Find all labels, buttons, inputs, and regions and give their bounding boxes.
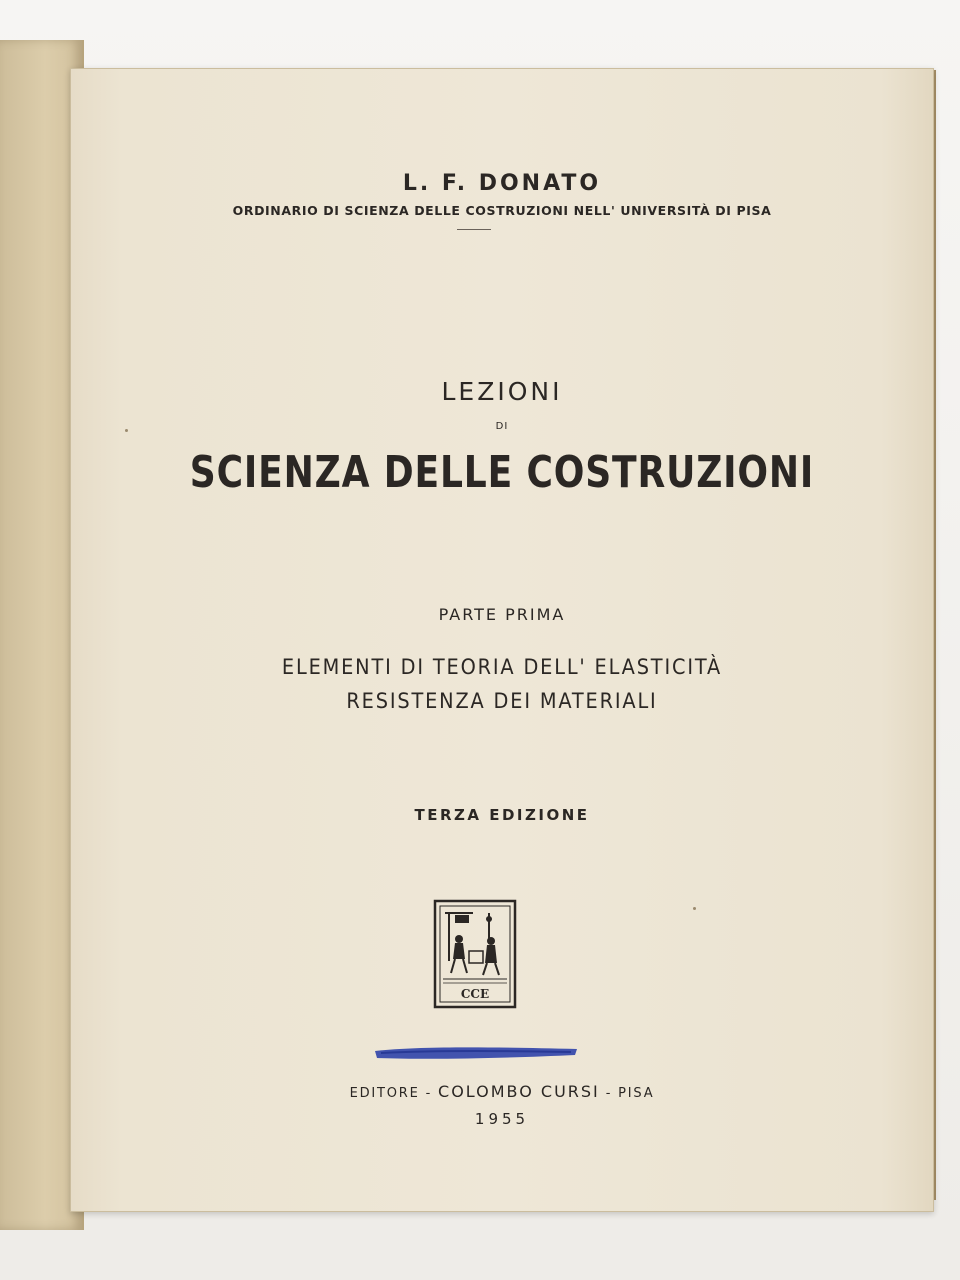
publisher-label: EDITORE (349, 1086, 420, 1101)
title-connector: DI (495, 421, 509, 432)
author-name: L. F. DONATO (402, 171, 602, 196)
paper-speck (125, 429, 128, 432)
emblem-monogram: CCE (460, 987, 490, 1001)
book-title: SCIENZA DELLE COSTRUZIONI (189, 447, 815, 498)
separator-rule (457, 229, 491, 230)
title-page (70, 68, 934, 1212)
publisher-line (71, 1082, 933, 1101)
publisher-city: PISA (618, 1086, 655, 1101)
publication-year: 1955 (474, 1110, 530, 1128)
part-label: PARTE PRIMA (438, 605, 566, 624)
pen-scribble-mark (371, 1041, 581, 1065)
subtitle-line-1: ELEMENTI DI TEORIA DELL' ELASTICITÀ (281, 655, 723, 679)
edition-label: TERZA EDIZIONE (414, 806, 590, 824)
subtitle-line-2: RESISTENZA DEI MATERIALI (346, 689, 658, 713)
paper-speck (693, 907, 696, 910)
publisher-name: COLOMBO CURSI (438, 1082, 600, 1101)
author-affiliation: ORDINARIO DI SCIENZA DELLE COSTRUZIONI NELL' UNIVERSITÀ DI PISA (232, 203, 772, 218)
publisher-emblem-icon (433, 899, 517, 1009)
publisher-separator: - (425, 1086, 433, 1101)
publisher-separator: - (605, 1086, 613, 1101)
title-pre: LEZIONI (441, 377, 563, 406)
